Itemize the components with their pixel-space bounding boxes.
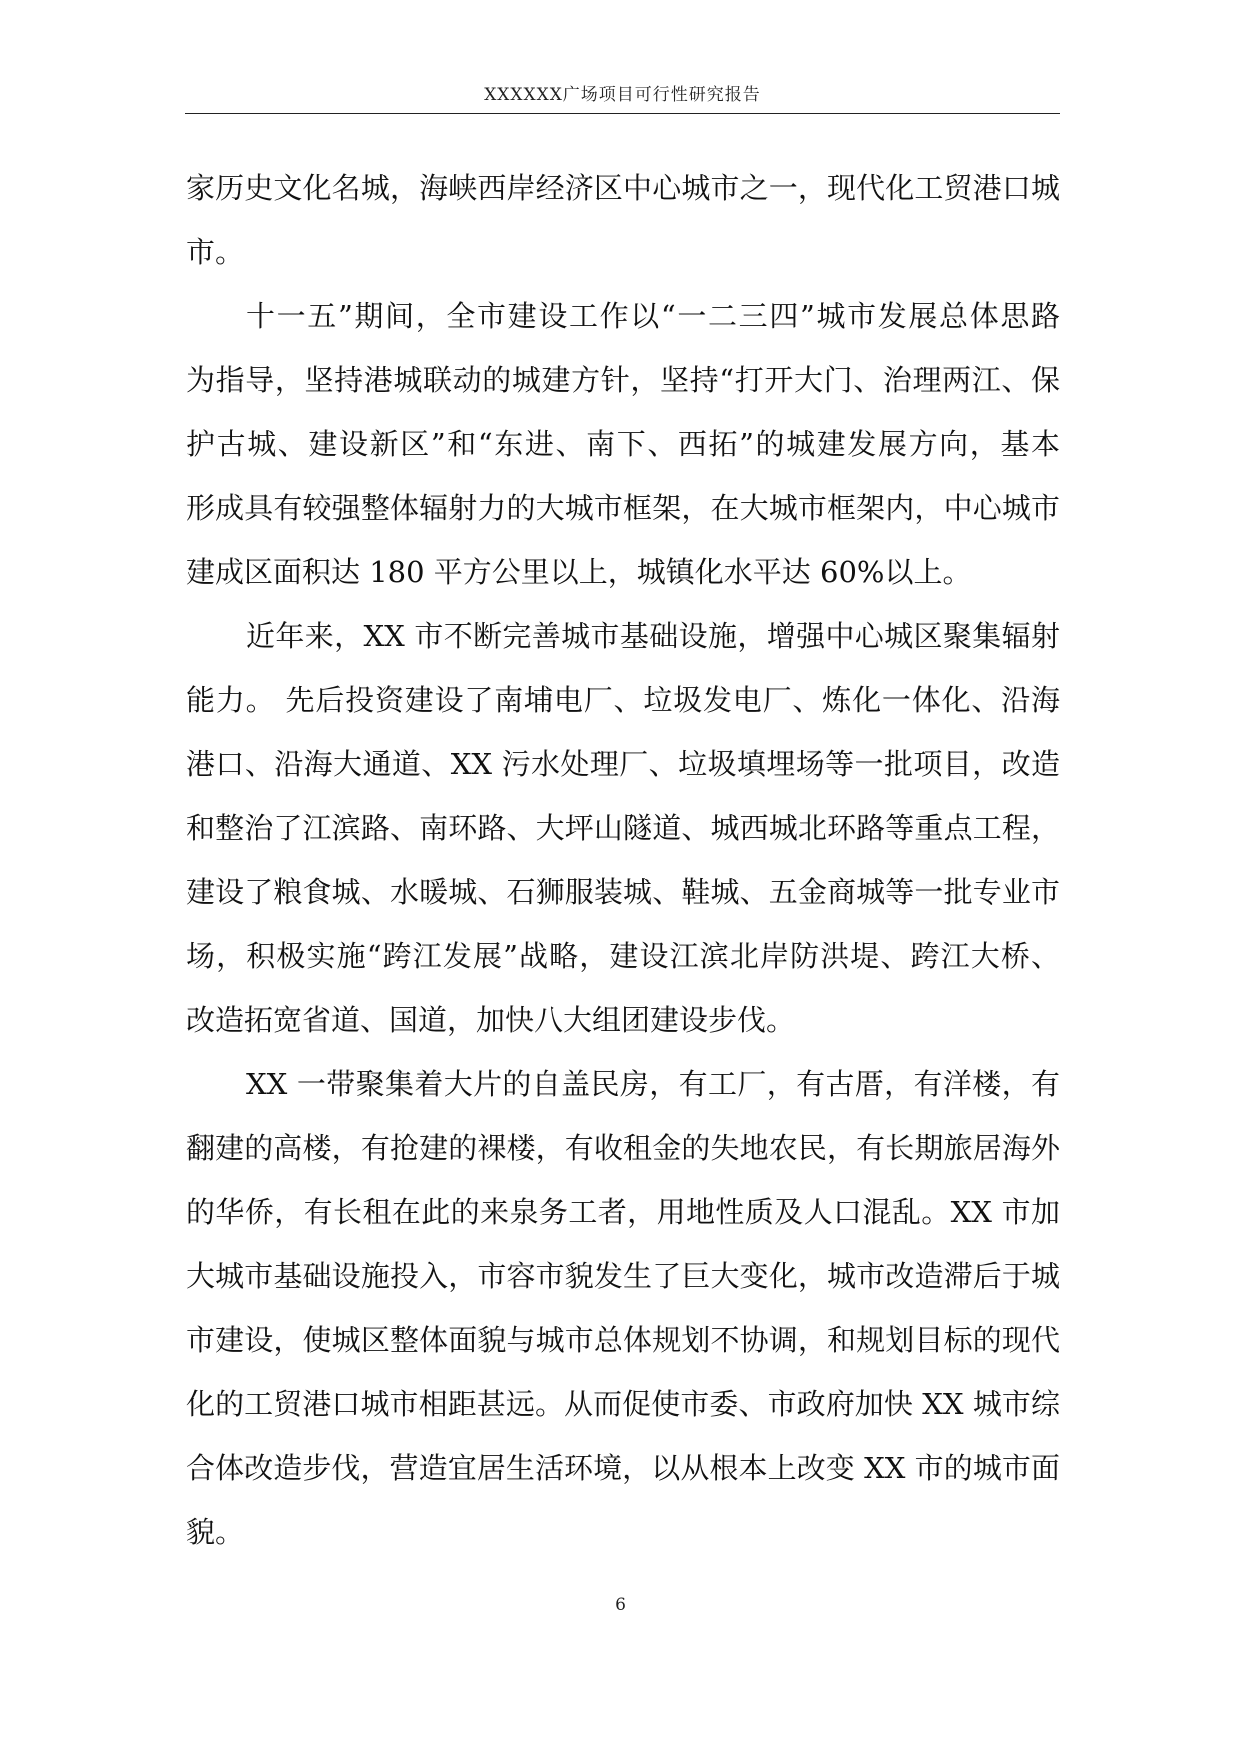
paragraph-line: 貌。 (186, 1515, 245, 1549)
paragraph-line: 十一五”期间，全市建设工作以“一二三四”城市发展总体思路 (246, 299, 1060, 333)
paragraph-line: 改造拓宽省道、国道，加快八大组团建设步伐。 (186, 1003, 796, 1037)
page-header-title: XXXXXX广场项目可行性研究报告 (484, 85, 761, 105)
paragraph-line: 近年来，XX 市不断完善城市基础设施，增强中心城区聚集辐射 (246, 619, 1060, 653)
paragraph-line: 建设了粮食城、水暖城、石狮服装城、鞋城、五金商城等一批专业市 (186, 875, 1060, 909)
paragraph-line: 家历史文化名城，海峡西岸经济区中心城市之一，现代化工贸港口城 (186, 171, 1060, 205)
paragraph-line: 形成具有较强整体辐射力的大城市框架，在大城市框架内，中心城市 (186, 491, 1060, 525)
header-divider (185, 113, 1060, 114)
paragraph-line: 和整治了江滨路、南环路、大坪山隧道、城西城北环路等重点工程， (186, 811, 1060, 845)
paragraph-line: 市建设，使城区整体面貌与城市总体规划不协调，和规划目标的现代 (186, 1323, 1060, 1357)
paragraph-line: 港口、沿海大通道、XX 污水处理厂、垃圾填埋场等一批项目，改造 (186, 747, 1060, 781)
paragraph-line: XX 一带聚集着大片的自盖民房，有工厂，有古厝，有洋楼，有 (246, 1067, 1060, 1101)
page-number: 6 (615, 1595, 626, 1615)
paragraph-line: 为指导，坚持港城联动的城建方针，坚持“打开大门、治理两江、保 (186, 363, 1060, 397)
paragraph-line: 的华侨，有长租在此的来泉务工者，用地性质及人口混乱。XX 市加 (186, 1195, 1060, 1229)
paragraph-line: 护古城、建设新区”和“东进、南下、西拓”的城建发展方向，基本 (186, 427, 1060, 461)
paragraph-line: 场，积极实施“跨江发展”战略，建设江滨北岸防洪堤、跨江大桥、 (186, 939, 1060, 973)
document-body (186, 156, 1060, 1564)
paragraph-line: 化的工贸港口城市相距甚远。从而促使市委、市政府加快 XX 城市综 (186, 1387, 1060, 1421)
paragraph-line: 翻建的高楼，有抢建的裸楼，有收租金的失地农民，有长期旅居海外 (186, 1131, 1060, 1165)
paragraph-line: 大城市基础设施投入，市容市貌发生了巨大变化，城市改造滞后于城 (186, 1259, 1060, 1293)
paragraph-line: 建成区面积达 180 平方公里以上，城镇化水平达 60%以上。 (186, 555, 972, 589)
paragraph-line: 市。 (186, 235, 245, 269)
paragraph-line: 合体改造步伐，营造宜居生活环境，以从根本上改变 XX 市的城市面 (186, 1451, 1060, 1485)
paragraph-line: 能力。 先后投资建设了南埔电厂、垃圾发电厂、炼化一体化、沿海 (186, 683, 1060, 717)
